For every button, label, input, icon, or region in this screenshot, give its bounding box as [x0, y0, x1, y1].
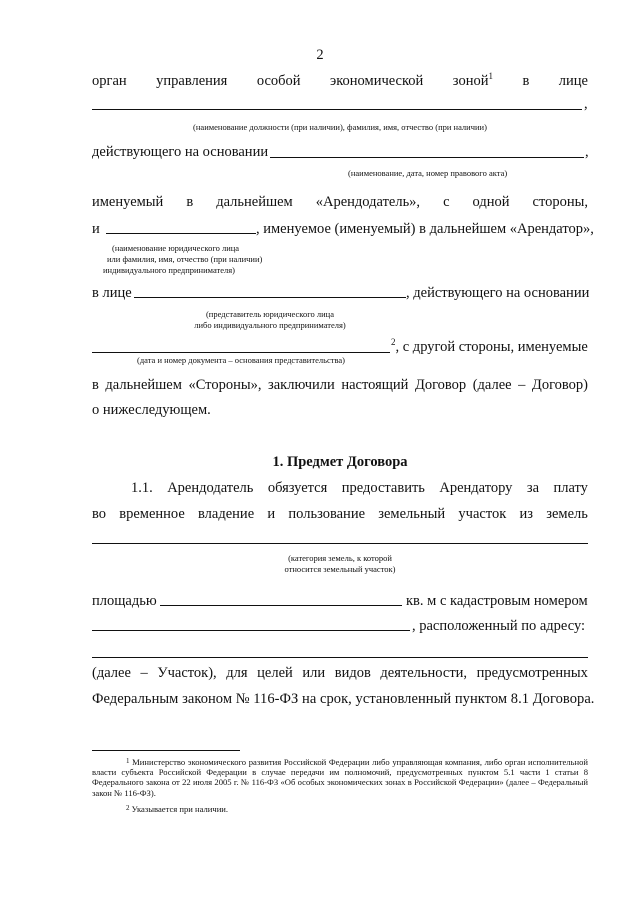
word: именуемый — [92, 194, 164, 210]
word: для — [226, 665, 248, 681]
tenant-name-blank[interactable] — [106, 233, 256, 234]
word: во — [92, 506, 106, 522]
word: заключили — [268, 377, 335, 393]
word: «Стороны», — [188, 377, 262, 393]
cadastral-number-blank[interactable] — [92, 630, 410, 631]
word: Договор — [414, 377, 467, 393]
word: из — [519, 506, 534, 522]
footnote-ref-2: 2 — [391, 337, 396, 347]
word: одной — [472, 194, 510, 210]
clause-1-1-line-2 — [92, 505, 588, 523]
tenant-caption-3: индивидуального предпринимателя) — [103, 265, 235, 275]
purpose-line — [92, 664, 588, 682]
word: Арендодатель — [167, 480, 254, 496]
word: временное — [119, 506, 185, 522]
purpose-line-2: Федеральным законом № 116-ФЗ на срок, установленный пунктом 8.1 Договора. — [92, 691, 595, 707]
other-side-text: $^2$, с другой стороны, именуемые — [391, 337, 588, 355]
word: владение — [198, 506, 255, 522]
legal-act-blank[interactable] — [270, 157, 584, 158]
word: земельный — [378, 506, 446, 522]
legal-act-caption: (наименование, дата, номер правового акта) — [348, 168, 508, 178]
area-suffix: кв. м с кадастровым номером — [406, 593, 588, 609]
word: обязуется — [267, 480, 328, 496]
word: пользование — [288, 506, 366, 522]
and-text: и — [92, 221, 100, 237]
person-suffix: , действующего на основании — [406, 285, 590, 301]
word: или — [302, 665, 326, 681]
word: дальнейшем — [216, 194, 293, 210]
person-prefix: в лице — [92, 285, 132, 301]
word: (далее — [92, 665, 131, 681]
parties-line — [92, 376, 588, 394]
area-blank[interactable] — [160, 605, 402, 606]
land-category-caption-2: относится земельный участок) — [284, 564, 396, 574]
footnote-2-number: 2 — [126, 804, 130, 812]
official-name-blank[interactable] — [92, 109, 582, 110]
section-title: 1. Предмет Договора — [272, 454, 408, 470]
word: в — [92, 377, 99, 393]
tenant-text: , именуемое (именуемый) в дальнейшем «Арендатор», — [256, 221, 594, 237]
footnote-1: $^1$ Министерство экономического развития Российской Федерации либо управляющая компания, либо орган исполнительной власти субъекта Российской Федерации в случае передачи им полномочий, предусмотренных пунктом 5.1 части 1 статьи 8 Федерального закона от 22 июля 2005 г. № 116-ФЗ «Об особых экономических зонах в Российской Федерации» (далее – Федеральный закон № 116-ФЗ). — [92, 757, 588, 798]
word: экономической — [330, 73, 424, 89]
comma: , — [585, 144, 589, 160]
word: настоящий — [341, 377, 409, 393]
representative-blank[interactable] — [134, 297, 406, 298]
land-category-caption-1: (категория земель, к которой — [288, 553, 392, 563]
word: с — [443, 194, 450, 210]
word: в — [186, 194, 194, 210]
land-category-blank[interactable] — [92, 543, 588, 544]
word: в — [522, 73, 530, 89]
basis-text: действующего на основании — [92, 144, 269, 160]
word: за — [526, 480, 540, 496]
word: – — [518, 377, 526, 393]
word: и — [267, 506, 276, 522]
word: особой — [256, 73, 301, 89]
footnote-1-number: 1 — [126, 757, 130, 765]
footnote-ref-1: 1 — [488, 71, 493, 81]
official-name-caption: (наименование должности (при наличии), фамилия, имя, отчество (при наличии) — [193, 122, 487, 132]
word: Арендатору — [439, 480, 513, 496]
word: плату — [553, 480, 588, 496]
area-prefix: площадью — [92, 593, 157, 609]
word: деятельности, — [380, 665, 468, 681]
word: (далее — [472, 377, 512, 393]
word: орган — [92, 73, 127, 89]
word: стороны, — [532, 194, 588, 210]
address-blank[interactable] — [92, 657, 588, 658]
word: зоной$^1$ — [452, 71, 493, 89]
word: Договор) — [531, 377, 588, 393]
word: земель — [546, 506, 588, 522]
document-basis-blank[interactable] — [92, 352, 390, 353]
word: управления — [156, 73, 228, 89]
representative-caption-1: (представитель юридического лица — [205, 309, 335, 319]
page-number: 2 — [316, 47, 324, 63]
word: лице — [558, 73, 588, 89]
representative-caption-2: либо индивидуального предпринимателя) — [194, 320, 346, 330]
comma: , — [584, 96, 588, 112]
word: 1.1. — [131, 480, 153, 496]
word: «Арендодатель», — [315, 194, 421, 210]
organ-line — [92, 72, 588, 90]
word: предоставить — [341, 480, 425, 496]
word: участок — [458, 506, 507, 522]
document-basis-caption: (дата и номер документа – основания представительства) — [137, 355, 345, 365]
footnote-separator — [92, 750, 240, 751]
word: предусмотренных — [476, 665, 588, 681]
footnote-2: $^2$ Указывается при наличии. — [126, 804, 229, 814]
word: Участок), — [157, 665, 217, 681]
landlord-line — [92, 193, 588, 211]
tenant-caption-1: (наименование юридического лица — [112, 243, 240, 253]
parties-line-2: о нижеследующем. — [92, 402, 211, 418]
clause-1-1-line-1 — [131, 479, 588, 497]
word: – — [140, 665, 148, 681]
address-text: , расположенный по адресу: — [412, 618, 586, 634]
word: видов — [334, 665, 371, 681]
word: дальнейшем — [105, 377, 182, 393]
tenant-caption-2: или фамилия, имя, отчество (при наличии) — [107, 254, 263, 264]
word: целей — [257, 665, 293, 681]
